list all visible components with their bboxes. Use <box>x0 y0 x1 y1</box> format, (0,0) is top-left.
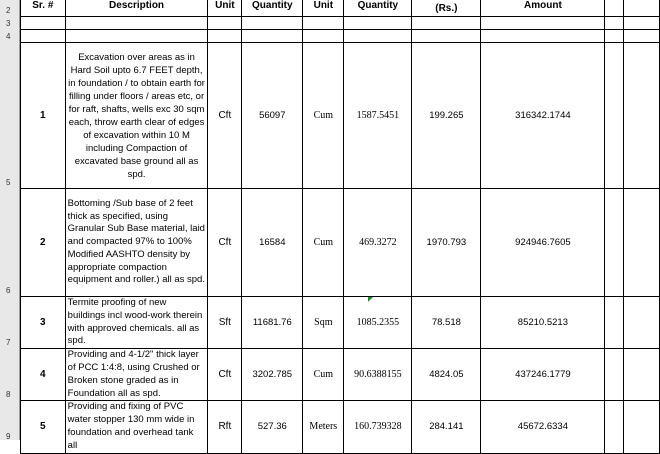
empty-cell[interactable] <box>623 30 659 43</box>
description-cell[interactable]: Providing and 4-1/2" thick layer of PCC 1:4:8, using Crushed or Broken stone graded as in Foundation all as spd. <box>65 349 208 401</box>
table-row <box>21 43 660 189</box>
description-cell[interactable]: Excavation over areas as in Hard Soil upto 6.7 FEET depth, in foundation / to obtain earth for filling under floors / areas etc, or for raft, shafts, wells exc 30 sqm each, throw earth clear of edges of excavation within 10 M including Compaction of excavated base ground all as spd. <box>65 43 208 189</box>
header-sr[interactable]: Sr. # <box>21 0 66 17</box>
rate-cell[interactable]: 284.141 <box>412 401 481 453</box>
sr-cell[interactable]: 4 <box>21 349 66 401</box>
empty-cell[interactable] <box>605 189 623 297</box>
table-row <box>21 189 660 297</box>
quantity-2-cell[interactable]: 160.739328 <box>344 401 412 453</box>
row-number[interactable]: 5 <box>6 178 11 187</box>
quantity-cell[interactable]: 3202.785 <box>242 349 303 401</box>
empty-cell[interactable] <box>623 189 659 297</box>
header-quantity[interactable]: Quantity <box>242 0 303 17</box>
empty-cell[interactable] <box>605 43 623 189</box>
row-number[interactable]: 7 <box>6 338 11 347</box>
row-number[interactable]: 2 <box>6 6 11 15</box>
unit-2-cell[interactable]: Sqm <box>303 297 344 349</box>
rate-cell[interactable]: 4824.05 <box>412 349 481 401</box>
comment-indicator-icon[interactable] <box>368 297 373 302</box>
blank-row <box>21 30 660 43</box>
header-row <box>21 0 660 17</box>
quantity-cell[interactable]: 16584 <box>242 189 303 297</box>
empty-cell[interactable] <box>21 17 66 30</box>
unit-cell[interactable]: Cft <box>208 43 242 189</box>
row-number[interactable]: 6 <box>6 286 11 295</box>
table-row <box>21 401 660 453</box>
table-row <box>21 297 660 349</box>
quantity-2-cell[interactable]: 469.3272 <box>344 189 412 297</box>
unit-2-cell[interactable]: Cum <box>303 349 344 401</box>
empty-cell[interactable] <box>605 297 623 349</box>
row-number[interactable]: 3 <box>6 19 11 28</box>
header-description[interactable]: Description <box>65 0 208 17</box>
unit-2-cell[interactable]: Cum <box>303 43 344 189</box>
unit-2-cell[interactable]: Cum <box>303 189 344 297</box>
empty-cell[interactable] <box>481 30 605 43</box>
rate-cell[interactable]: 78.518 <box>412 297 481 349</box>
amount-cell[interactable]: 437246.1779 <box>481 349 605 401</box>
rate-cell[interactable]: 199.265 <box>412 43 481 189</box>
quantity-2-cell[interactable]: 90.6388155 <box>344 349 412 401</box>
empty-cell[interactable] <box>208 17 242 30</box>
empty-cell[interactable] <box>605 30 623 43</box>
empty-cell[interactable] <box>623 349 659 401</box>
blank-row <box>21 17 660 30</box>
empty-cell[interactable] <box>412 17 481 30</box>
empty-cell[interactable] <box>344 17 412 30</box>
empty-cell[interactable] <box>242 30 303 43</box>
amount-cell[interactable]: 45672.6334 <box>481 401 605 453</box>
amount-cell[interactable]: 85210.5213 <box>481 297 605 349</box>
empty-cell[interactable] <box>21 30 66 43</box>
header-unit[interactable]: Unit <box>208 0 242 17</box>
empty-cell[interactable] <box>65 17 208 30</box>
unit-cell[interactable]: Rft <box>208 401 242 453</box>
sr-cell[interactable]: 3 <box>21 297 66 349</box>
empty-cell[interactable] <box>242 17 303 30</box>
sr-cell[interactable]: 2 <box>21 189 66 297</box>
header-unit-2[interactable]: Unit <box>303 0 344 17</box>
empty-cell[interactable] <box>623 43 659 189</box>
bill-of-quantities-table <box>20 0 660 454</box>
unit-cell[interactable]: Cft <box>208 189 242 297</box>
row-number[interactable]: 9 <box>6 432 11 441</box>
row-number[interactable]: 8 <box>6 390 11 399</box>
quantity-cell[interactable]: 56097 <box>242 43 303 189</box>
empty-cell[interactable] <box>605 0 623 17</box>
description-cell[interactable]: Providing and fixing of PVC water stopper 130 mm wide in foundation and overhead tank all <box>65 401 208 453</box>
table-row <box>21 349 660 401</box>
empty-cell[interactable] <box>481 17 605 30</box>
unit-cell[interactable]: Cft <box>208 349 242 401</box>
quantity-2-cell[interactable]: 1587.5451 <box>344 43 412 189</box>
row-number[interactable]: 4 <box>6 32 11 41</box>
unit-2-cell[interactable]: Meters <box>303 401 344 453</box>
description-cell[interactable]: Bottoming /Sub base of 2 feet thick as specified, using Granular Sub Base material, laid and compacted 97% to 100% Modified AASHTO density by appropriate compaction equipment and roller.) all as spd. <box>65 189 208 297</box>
quantity-cell[interactable]: 11681.76 <box>242 297 303 349</box>
empty-cell[interactable] <box>303 30 344 43</box>
header-quantity-2[interactable]: Quantity <box>344 0 412 17</box>
empty-cell[interactable] <box>605 349 623 401</box>
empty-cell[interactable] <box>412 30 481 43</box>
empty-cell[interactable] <box>623 401 659 453</box>
sr-cell[interactable]: 1 <box>21 43 66 189</box>
quantity-2-cell[interactable]: 1085.2355 <box>344 297 412 349</box>
sr-cell[interactable]: 5 <box>21 401 66 453</box>
empty-cell[interactable] <box>344 30 412 43</box>
description-cell[interactable]: Termite proofing of new buildings incl wood-work therein with approved chemicals. all as spd. <box>65 297 208 349</box>
empty-cell[interactable] <box>605 17 623 30</box>
row-header-gutter <box>0 0 20 440</box>
empty-cell[interactable] <box>65 30 208 43</box>
unit-cell[interactable]: Sft <box>208 297 242 349</box>
empty-cell[interactable] <box>623 0 659 17</box>
amount-cell[interactable]: 924946.7605 <box>481 189 605 297</box>
empty-cell[interactable] <box>623 297 659 349</box>
quantity-cell[interactable]: 527.36 <box>242 401 303 453</box>
header-amount[interactable]: Amount <box>481 0 605 17</box>
empty-cell[interactable] <box>208 30 242 43</box>
amount-cell[interactable]: 316342.1744 <box>481 43 605 189</box>
empty-cell[interactable] <box>623 17 659 30</box>
rate-cell[interactable]: 1970.793 <box>412 189 481 297</box>
empty-cell[interactable] <box>605 401 623 453</box>
empty-cell[interactable] <box>303 17 344 30</box>
header-rate[interactable]: (Rs.) <box>412 0 481 17</box>
